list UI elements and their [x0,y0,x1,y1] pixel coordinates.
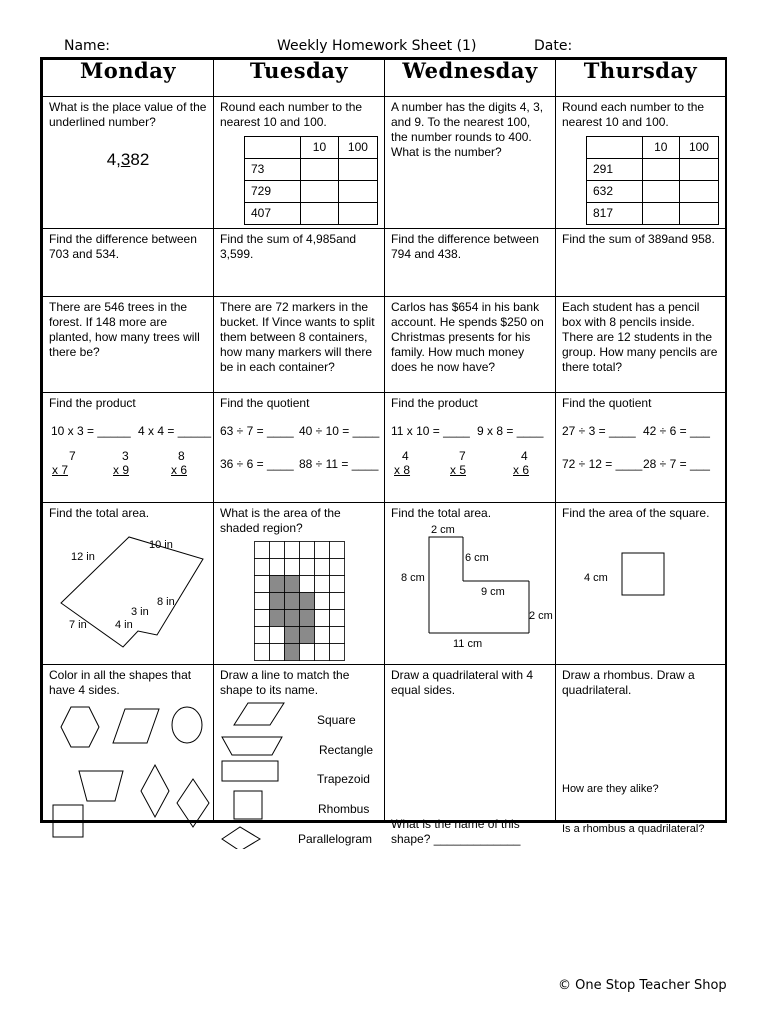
grid-cell [300,610,315,627]
wed-word-problem: Carlos has $654 in his bank account. He spends $250 on Christmas presents for his family. How much money does he now have? [385,297,556,393]
day-thursday: Thursday [556,60,726,97]
tue-quotient: Find the quotient 63 ÷ 7 = ____ 40 ÷ 10 = ____ 36 ÷ 6 = ____ 88 ÷ 11 = ____ [214,393,385,503]
grid-cell [300,593,315,610]
grid-cell [255,644,270,661]
thu-rhombus: Draw a rhombus. Draw a quadrilateral. How are they alike? Is a rhombus a quadrilateral? [556,665,726,821]
day-wednesday: Wednesday [385,60,556,97]
grid-cell [255,610,270,627]
grid-cell [330,610,345,627]
svg-text:12 in: 12 in [71,551,95,563]
tue-word-problem: There are 72 markers in the bucket. If Vince wants to split them between 8 containers, how many markers will there be in each container? [214,297,385,393]
day-monday: Monday [43,60,214,97]
place-value-number: 4,382 [106,150,150,169]
grid-cell [270,644,285,661]
grid-cell [315,559,330,576]
mon-place-value: What is the place value of the underlined number? 4,382 [43,97,214,229]
svg-text:11 cm: 11 cm [453,638,483,650]
mon-word-problem: There are 546 trees in the forest. If 148 more are planted, how many trees will there be? [43,297,214,393]
grid-cell [330,644,345,661]
wed-area: Find the total area. 2 cm 6 cm 8 cm 9 cm 2 cm 11 cm [385,503,556,665]
shapes-set-icon [43,699,213,849]
svg-text:9 cm: 9 cm [481,586,505,598]
name-label: Name: [64,38,111,54]
grid-cell [270,593,285,610]
day-tuesday: Tuesday [214,60,385,97]
wed-quadrilateral: Draw a quadrilateral with 4 equal sides. What is the name of this shape? _____________ [385,665,556,821]
sheet-title: Weekly Homework Sheet (1) [277,38,477,54]
svg-text:2 cm: 2 cm [431,524,455,536]
rounding-table: 10 100 73 729 407 [244,136,378,225]
grid-cell [270,627,285,644]
svg-text:4 cm: 4 cm [584,572,608,584]
grid-cell [300,627,315,644]
grid-cell [255,627,270,644]
svg-text:7 in: 7 in [69,619,87,631]
grid-cell [285,593,300,610]
rounding-table: 10 100 291 632 817 [586,136,719,225]
grid-cell [315,627,330,644]
grid-cell [270,610,285,627]
thu-square-area: Find the area of the square. 4 cm [556,503,726,665]
grid-cell [300,644,315,661]
grid-cell [330,627,345,644]
wed-product: Find the product 11 x 10 = ____ 9 x 8 = ____ 4 7 4 x 8 x 5 x 6 [385,393,556,503]
wed-digits: A number has the digits 4, 3, and 9. To the nearest 100, the number rounds to 400. What is the number? [385,97,556,229]
grid-cell [285,542,300,559]
shaded-grid-icon [254,541,354,661]
grid-cell [285,576,300,593]
mon-product: Find the product 10 x 3 = _____ 4 x 4 = _____ 7 3 8 x 7 x 9 x 6 [43,393,214,503]
svg-text:3 in: 3 in [131,606,149,618]
mon-area: Find the total area. 10 in 12 in 8 in 3 in 7 in 4 in [43,503,214,665]
footer-copyright: © One Stop Teacher Shop [558,978,727,993]
date-label: Date: [534,38,573,54]
wed-difference: Find the difference between 794 and 438. [385,229,556,297]
match-shapes-icon [214,699,304,849]
tue-sum: Find the sum of 4,985and 3,599. [214,229,385,297]
grid-cell [270,576,285,593]
grid-cell [315,644,330,661]
grid-cell [330,576,345,593]
grid-cell [270,542,285,559]
svg-text:8 cm: 8 cm [401,572,425,584]
grid-cell [285,627,300,644]
svg-text:2 cm: 2 cm [529,610,553,622]
grid-cell [255,559,270,576]
square-figure-icon [556,543,726,643]
tue-shaded-area: What is the area of the shaded region? [214,503,385,665]
area-figure-icon [43,523,213,663]
grid-cell [330,593,345,610]
grid-cell [255,593,270,610]
grid-cell [255,576,270,593]
grid-cell [285,644,300,661]
grid-cell [330,559,345,576]
svg-text:8 in: 8 in [157,596,175,608]
tue-match-shapes: Draw a line to match the shape to its name. Square Rectangle Trapezoid Rhombus Parallelogram [214,665,385,821]
grid-cell [285,559,300,576]
mon-color-shapes: Color in all the shapes that have 4 sides. [43,665,214,821]
l-shape-figure-icon [385,521,555,661]
grid-cell [315,542,330,559]
svg-text:4 in: 4 in [115,619,133,631]
grid-cell [315,576,330,593]
homework-grid [40,57,727,846]
grid-cell [315,610,330,627]
svg-text:10 in: 10 in [149,539,173,551]
svg-text:6 cm: 6 cm [465,552,489,564]
grid-cell [300,576,315,593]
grid-cell [300,559,315,576]
thu-rounding: Round each number to the nearest 10 and 100. 10 100 291 632 817 [556,97,726,229]
grid-cell [300,542,315,559]
thu-quotient: Find the quotient 27 ÷ 3 = ____ 42 ÷ 6 = ___ 72 ÷ 12 = ____ 28 ÷ 7 = ___ [556,393,726,503]
grid-cell [255,542,270,559]
grid-cell [315,593,330,610]
grid-cell [285,610,300,627]
thu-word-problem: Each student has a pencil box with 8 pencils inside. There are 12 students in the group. How many pencils are there total? [556,297,726,393]
grid-cell [330,542,345,559]
mon-difference: Find the difference between 703 and 534. [43,229,214,297]
grid-cell [270,559,285,576]
tue-rounding: Round each number to the nearest 10 and 100. 10 100 73 729 407 [214,97,385,229]
thu-sum: Find the sum of 389and 958. [556,229,726,297]
